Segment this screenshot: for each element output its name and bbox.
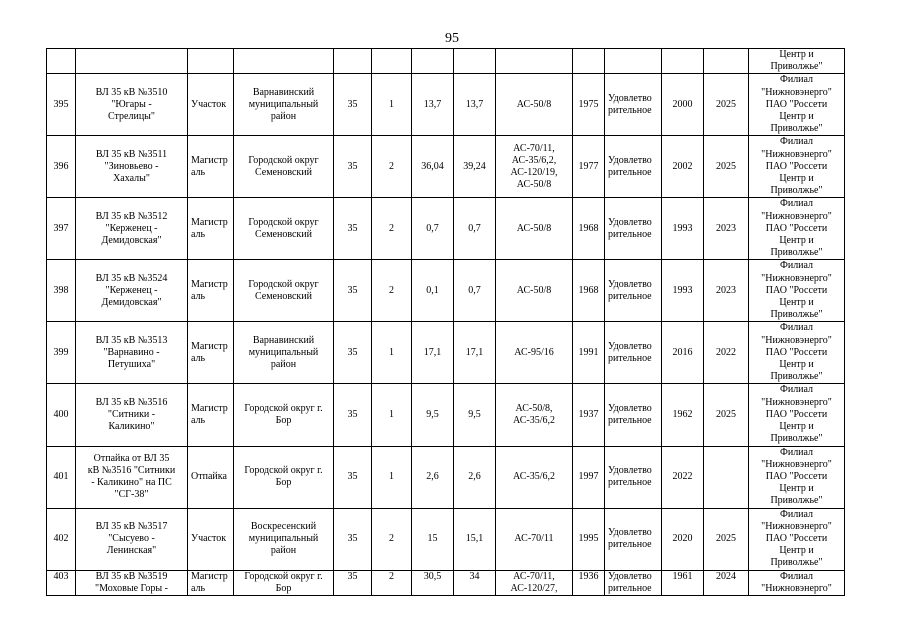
cell-owner: Филиал "Нижновэнерго" ПАО "Россети Центр и Приволжье" bbox=[749, 322, 845, 384]
cell-length2: 15,1 bbox=[454, 508, 496, 570]
cell-voltage: 35 bbox=[334, 136, 372, 198]
cell-type: Магистр аль bbox=[188, 384, 234, 446]
cell-wire: АС-70/11 bbox=[496, 508, 573, 570]
cell-district: Городской округ Семеновский bbox=[234, 136, 334, 198]
cell-year-plan: 2025 bbox=[704, 384, 749, 446]
cell-no bbox=[47, 49, 76, 74]
cell-voltage: 35 bbox=[334, 570, 372, 595]
cell-circuits: 1 bbox=[372, 74, 412, 136]
cell-length1: 0,1 bbox=[412, 260, 454, 322]
cell-type: Отпайка bbox=[188, 446, 234, 508]
cell-condition: Удовлетво рительное bbox=[605, 260, 662, 322]
cell-condition: Удовлетво рительное bbox=[605, 322, 662, 384]
cell-circuits: 2 bbox=[372, 570, 412, 595]
cell-circuits: 1 bbox=[372, 384, 412, 446]
cell-year-built: 1991 bbox=[573, 322, 605, 384]
cell-length2: 17,1 bbox=[454, 322, 496, 384]
cell-no: 398 bbox=[47, 260, 76, 322]
cell-circuits: 2 bbox=[372, 136, 412, 198]
cell-wire bbox=[496, 49, 573, 74]
cell-district: Варнавинский муниципальный район bbox=[234, 322, 334, 384]
cell-length2 bbox=[454, 49, 496, 74]
cell-year-repair: 2002 bbox=[662, 136, 704, 198]
cell-length1: 0,7 bbox=[412, 198, 454, 260]
cell-no: 396 bbox=[47, 136, 76, 198]
cell-type: Участок bbox=[188, 74, 234, 136]
cell-owner: Филиал "Нижновэнерго" ПАО "Россети Центр и Приволжье" bbox=[749, 446, 845, 508]
table-row bbox=[47, 384, 845, 446]
table-row bbox=[47, 260, 845, 322]
cell-year-built: 1936 bbox=[573, 570, 605, 595]
cell-length2: 34 bbox=[454, 570, 496, 595]
cell-wire: АС-50/8 bbox=[496, 198, 573, 260]
cell-year-repair: 1961 bbox=[662, 570, 704, 595]
cell-year-repair bbox=[662, 49, 704, 74]
cell-length1: 15 bbox=[412, 508, 454, 570]
table-row-continuation bbox=[47, 49, 845, 74]
cell-district: Городской округ Семеновский bbox=[234, 260, 334, 322]
cell-name: ВЛ 35 кВ №3516 "Ситники - Каликино" bbox=[76, 384, 188, 446]
cell-owner: Филиал "Нижновэнерго" ПАО "Россети Центр и Приволжье" bbox=[749, 384, 845, 446]
cell-length2: 13,7 bbox=[454, 74, 496, 136]
cell-voltage: 35 bbox=[334, 508, 372, 570]
page-number: 95 bbox=[445, 31, 459, 46]
cell-condition: Удовлетво рительное bbox=[605, 508, 662, 570]
cell-owner: Филиал "Нижновэнерго" ПАО "Россети Центр и Приволжье" bbox=[749, 260, 845, 322]
table-body bbox=[47, 49, 845, 596]
cell-no: 399 bbox=[47, 322, 76, 384]
cell-wire: АС-50/8 bbox=[496, 260, 573, 322]
cell-voltage: 35 bbox=[334, 198, 372, 260]
cell-year-repair: 2020 bbox=[662, 508, 704, 570]
cell-year-plan: 2023 bbox=[704, 260, 749, 322]
cell-length1 bbox=[412, 49, 454, 74]
cell-year-repair: 2016 bbox=[662, 322, 704, 384]
cell-condition: Удовлетво рительное bbox=[605, 74, 662, 136]
cell-circuits: 2 bbox=[372, 198, 412, 260]
cell-length2: 0,7 bbox=[454, 198, 496, 260]
table-row bbox=[47, 446, 845, 508]
cell-wire: АС-95/16 bbox=[496, 322, 573, 384]
cell-wire: АС-70/11, АС-35/6,2, АС-120/19, АС-50/8 bbox=[496, 136, 573, 198]
cell-type: Участок bbox=[188, 508, 234, 570]
cell-circuits bbox=[372, 49, 412, 74]
cell-name: ВЛ 35 кВ №3517 "Сысуево - Ленинская" bbox=[76, 508, 188, 570]
cell-year-plan bbox=[704, 446, 749, 508]
power-lines-table bbox=[46, 48, 845, 596]
cell-type: Магистр аль bbox=[188, 198, 234, 260]
cell-name: ВЛ 35 кВ №3519 "Моховые Горы - bbox=[76, 570, 188, 595]
cell-year-repair: 1962 bbox=[662, 384, 704, 446]
cell-length1: 36,04 bbox=[412, 136, 454, 198]
cell-year-plan: 2024 bbox=[704, 570, 749, 595]
cell-condition: Удовлетво рительное bbox=[605, 198, 662, 260]
cell-circuits: 2 bbox=[372, 260, 412, 322]
cell-owner: Филиал "Нижновэнерго" ПАО "Россети Центр и Приволжье" bbox=[749, 508, 845, 570]
cell-voltage: 35 bbox=[334, 384, 372, 446]
cell-length2: 0,7 bbox=[454, 260, 496, 322]
table-row bbox=[47, 570, 845, 595]
cell-condition: Удовлетво рительное bbox=[605, 570, 662, 595]
table-row bbox=[47, 508, 845, 570]
cell-wire: АС-70/11, АС-120/27, bbox=[496, 570, 573, 595]
cell-no: 400 bbox=[47, 384, 76, 446]
cell-name bbox=[76, 49, 188, 74]
cell-year-plan: 2025 bbox=[704, 136, 749, 198]
cell-no: 397 bbox=[47, 198, 76, 260]
table-row bbox=[47, 136, 845, 198]
cell-wire: АС-50/8 bbox=[496, 74, 573, 136]
cell-length1: 17,1 bbox=[412, 322, 454, 384]
cell-name: Отпайка от ВЛ 35 кВ №3516 "Ситники - Каликино" на ПС "СГ-38" bbox=[76, 446, 188, 508]
cell-no: 401 bbox=[47, 446, 76, 508]
cell-circuits: 1 bbox=[372, 446, 412, 508]
cell-length1: 2,6 bbox=[412, 446, 454, 508]
cell-year-plan bbox=[704, 49, 749, 74]
cell-year-repair: 1993 bbox=[662, 198, 704, 260]
cell-condition: Удовлетво рительное bbox=[605, 384, 662, 446]
cell-district: Городской округ Семеновский bbox=[234, 198, 334, 260]
cell-district bbox=[234, 49, 334, 74]
cell-district: Городской округ г. Бор bbox=[234, 384, 334, 446]
cell-type: Магистр аль bbox=[188, 570, 234, 595]
cell-year-plan: 2022 bbox=[704, 322, 749, 384]
cell-length1: 13,7 bbox=[412, 74, 454, 136]
cell-no: 402 bbox=[47, 508, 76, 570]
cell-owner: Филиал "Нижновэнерго" ПАО "Россети Центр и Приволжье" bbox=[749, 136, 845, 198]
cell-year-built: 1968 bbox=[573, 260, 605, 322]
cell-circuits: 1 bbox=[372, 322, 412, 384]
cell-voltage: 35 bbox=[334, 322, 372, 384]
cell-wire: АС-35/6,2 bbox=[496, 446, 573, 508]
cell-voltage: 35 bbox=[334, 74, 372, 136]
cell-name: ВЛ 35 кВ №3510 "Югары - Стрелицы" bbox=[76, 74, 188, 136]
cell-name: ВЛ 35 кВ №3511 "Зиновьево - Хахалы" bbox=[76, 136, 188, 198]
cell-length2: 39,24 bbox=[454, 136, 496, 198]
cell-owner: Филиал "Нижновэнерго" ПАО "Россети Центр и Приволжье" bbox=[749, 198, 845, 260]
cell-district: Варнавинский муниципальный район bbox=[234, 74, 334, 136]
table-row bbox=[47, 322, 845, 384]
cell-type: Магистр аль bbox=[188, 260, 234, 322]
cell-no: 403 bbox=[47, 570, 76, 595]
cell-name: ВЛ 35 кВ №3524 "Керженец - Демидовская" bbox=[76, 260, 188, 322]
cell-voltage: 35 bbox=[334, 446, 372, 508]
cell-district: Городской округ г. Бор bbox=[234, 446, 334, 508]
cell-year-repair: 2000 bbox=[662, 74, 704, 136]
cell-type bbox=[188, 49, 234, 74]
cell-length2: 9,5 bbox=[454, 384, 496, 446]
cell-district: Воскресенский муниципальный район bbox=[234, 508, 334, 570]
cell-year-built: 1995 bbox=[573, 508, 605, 570]
table-row bbox=[47, 74, 845, 136]
cell-owner: Филиал "Нижновэнерго" ПАО "Россети Центр и Приволжье" bbox=[749, 74, 845, 136]
cell-year-built: 1977 bbox=[573, 136, 605, 198]
cell-length1: 9,5 bbox=[412, 384, 454, 446]
cell-circuits: 2 bbox=[372, 508, 412, 570]
cell-type: Магистр аль bbox=[188, 322, 234, 384]
cell-length1: 30,5 bbox=[412, 570, 454, 595]
cell-length2: 2,6 bbox=[454, 446, 496, 508]
cell-voltage bbox=[334, 49, 372, 74]
cell-year-built: 1997 bbox=[573, 446, 605, 508]
cell-year-built: 1975 bbox=[573, 74, 605, 136]
cell-no: 395 bbox=[47, 74, 76, 136]
cell-condition: Удовлетво рительное bbox=[605, 136, 662, 198]
cell-year-plan: 2025 bbox=[704, 74, 749, 136]
cell-year-built: 1937 bbox=[573, 384, 605, 446]
cell-year-plan: 2025 bbox=[704, 508, 749, 570]
cell-district: Городской округ г. Бор bbox=[234, 570, 334, 595]
cell-wire: АС-50/8, АС-35/6,2 bbox=[496, 384, 573, 446]
cell-condition: Удовлетво рительное bbox=[605, 446, 662, 508]
cell-voltage: 35 bbox=[334, 260, 372, 322]
cell-year-repair: 2022 bbox=[662, 446, 704, 508]
cell-name: ВЛ 35 кВ №3513 "Варнавино - Петушиха" bbox=[76, 322, 188, 384]
cell-owner: Центр и Приволжье" bbox=[749, 49, 845, 74]
cell-year-plan: 2023 bbox=[704, 198, 749, 260]
cell-type: Магистр аль bbox=[188, 136, 234, 198]
cell-condition bbox=[605, 49, 662, 74]
cell-name: ВЛ 35 кВ №3512 "Керженец - Демидовская" bbox=[76, 198, 188, 260]
cell-year-built: 1968 bbox=[573, 198, 605, 260]
cell-year-built bbox=[573, 49, 605, 74]
cell-year-repair: 1993 bbox=[662, 260, 704, 322]
table-row bbox=[47, 198, 845, 260]
cell-owner: Филиал "Нижновэнерго" bbox=[749, 570, 845, 595]
